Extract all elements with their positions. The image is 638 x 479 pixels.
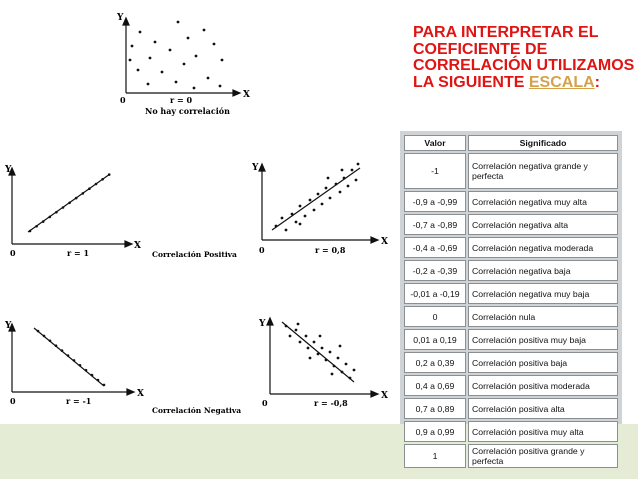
slide-title: [413, 25, 638, 91]
scatter-point: [325, 359, 328, 362]
cell-valor: 0,7 a 0,89: [404, 398, 466, 419]
scatter-point: [335, 183, 338, 186]
origin-label: 0: [120, 95, 126, 105]
scatter-point: [307, 347, 310, 350]
points-negative-strong: [285, 323, 356, 380]
scatter-point: [309, 357, 312, 360]
cell-significado: Correlación positiva muy alta: [468, 421, 618, 442]
scatter-point: [85, 369, 88, 372]
scatter-point: [42, 220, 45, 223]
cell-valor: 0,2 a 0,39: [404, 352, 466, 373]
title-line-4-suffix: :: [594, 73, 600, 91]
origin-label: 0: [10, 248, 16, 258]
scatter-point: [108, 173, 111, 176]
scatter-point: [299, 223, 302, 226]
scatter-point: [349, 377, 352, 380]
cell-valor: -0,4 a -0,69: [404, 237, 466, 258]
table-row: [404, 329, 618, 350]
scatter-point: [67, 354, 70, 357]
scatter-point: [55, 344, 58, 347]
scatter-point: [291, 213, 294, 216]
scatter-point: [353, 369, 356, 372]
scatter-point: [79, 364, 82, 367]
scatter-point: [339, 191, 342, 194]
x-axis-label: X: [381, 391, 388, 401]
y-axis-label: Y: [259, 319, 266, 329]
scatter-point: [317, 353, 320, 356]
cell-significado: Correlación positiva grande y perfecta: [468, 444, 618, 468]
cell-significado: Correlación positiva baja: [468, 352, 618, 373]
scatter-point: [154, 41, 157, 44]
cell-valor: 0,4 a 0,69: [404, 375, 466, 396]
table-header-row: [404, 135, 618, 151]
r-label: r = 1: [67, 248, 90, 258]
header-significado: Significado: [468, 135, 618, 151]
scatter-point: [304, 215, 307, 218]
scatter-point: [341, 371, 344, 374]
scatter-point: [299, 205, 302, 208]
r-label: r = -0,8: [314, 398, 348, 408]
caption-negative: Correlación Negativa: [152, 406, 242, 415]
scatter-point: [88, 187, 91, 190]
scatter-point: [43, 335, 46, 338]
y-axis-label: Y: [5, 321, 12, 331]
cell-significado: Correlación negativa moderada: [468, 237, 618, 258]
x-arrow-icon: [125, 241, 132, 247]
x-axis-label: X: [137, 389, 144, 399]
plot-negative-strong: [267, 318, 378, 397]
scatter-point: [289, 335, 292, 338]
scatter-point: [131, 45, 134, 48]
scatter-point: [193, 87, 196, 90]
scatter-point: [203, 29, 206, 32]
scatter-point: [299, 341, 302, 344]
table-row: [404, 398, 618, 419]
table-row: [404, 214, 618, 235]
table-row: [404, 375, 618, 396]
scatter-point: [313, 341, 316, 344]
scatter-point: [357, 163, 360, 166]
scatter-point: [347, 185, 350, 188]
scatter-point: [149, 57, 152, 60]
scatter-point: [177, 21, 180, 24]
table-row: [404, 306, 618, 327]
scatter-point: [103, 384, 106, 387]
scatter-point: [221, 59, 224, 62]
x-axis-label: X: [243, 90, 250, 100]
scatter-point: [49, 216, 52, 219]
scatter-point: [73, 359, 76, 362]
r-label: r = -1: [66, 396, 92, 406]
origin-label: 0: [10, 396, 16, 406]
scatter-point: [62, 206, 65, 209]
cell-valor: 0,9 a 0,99: [404, 421, 466, 442]
x-arrow-icon: [233, 90, 240, 96]
correlation-scale-table: [402, 133, 620, 470]
x-axis-label: X: [134, 241, 141, 251]
table-row: [404, 191, 618, 212]
caption-no-correlation: No hay correlación: [145, 106, 230, 116]
scatter-point: [169, 49, 172, 52]
origin-label: 0: [259, 245, 265, 255]
scatter-point: [329, 351, 332, 354]
scatter-point: [313, 209, 316, 212]
cell-significado: Correlación negativa grande y perfecta: [468, 153, 618, 189]
plot-positive-strong: [259, 164, 378, 243]
title-line-3: CORRELACIÓN UTILIZAMOS: [413, 57, 635, 74]
title-line-1: PARA INTERPRETAR EL: [413, 25, 599, 41]
origin-label: 0: [262, 398, 268, 408]
scatter-point: [61, 349, 64, 352]
scatter-point: [207, 77, 210, 80]
x-arrow-icon: [371, 237, 378, 243]
cell-valor: -0,9 a -0,99: [404, 191, 466, 212]
scatter-point: [337, 357, 340, 360]
table-row: [404, 444, 618, 468]
plot-positive-perfect: [9, 168, 132, 247]
cell-significado: Correlación positiva moderada: [468, 375, 618, 396]
scatter-point: [161, 71, 164, 74]
cell-significado: Correlación negativa muy baja: [468, 283, 618, 304]
scatter-point: [285, 229, 288, 232]
scatter-point: [95, 183, 98, 186]
scatter-point: [305, 335, 308, 338]
x-arrow-icon: [127, 389, 134, 395]
r-label: r = 0,8: [315, 245, 346, 255]
table-body: [404, 153, 618, 468]
scatter-point: [341, 169, 344, 172]
cell-significado: Correlación positiva alta: [468, 398, 618, 419]
scatter-point: [329, 197, 332, 200]
scatter-point: [295, 221, 298, 224]
table-row: [404, 352, 618, 373]
table-row: [404, 283, 618, 304]
y-arrow-icon: [267, 318, 273, 325]
title-line-2: COEFICIENTE DE: [413, 40, 548, 58]
scatter-point: [345, 363, 348, 366]
scatter-point: [281, 217, 284, 220]
cell-significado: Correlación nula: [468, 306, 618, 327]
y-axis-label: Y: [117, 13, 124, 23]
caption-positive: Correlación Positiva: [152, 250, 237, 259]
y-arrow-icon: [259, 164, 265, 171]
cell-valor: -0,2 a -0,39: [404, 260, 466, 281]
r-label: r = 0: [170, 95, 193, 105]
cell-significado: Correlación negativa baja: [468, 260, 618, 281]
scatter-point: [82, 192, 85, 195]
scatter-point: [285, 325, 288, 328]
scatter-point: [175, 81, 178, 84]
plot-no-correlation: [123, 18, 240, 96]
cell-valor: 1: [404, 444, 466, 468]
y-axis-label: Y: [5, 165, 12, 175]
scatter-point: [68, 202, 71, 205]
scatter-point: [187, 37, 190, 40]
cell-valor: 0: [404, 306, 466, 327]
scatter-point: [317, 193, 320, 196]
x-arrow-icon: [371, 391, 378, 397]
scatter-point: [327, 177, 330, 180]
scatter-point: [295, 329, 298, 332]
y-arrow-icon: [123, 18, 129, 25]
cell-significado: Correlación positiva muy baja: [468, 329, 618, 350]
scatter-point: [195, 55, 198, 58]
table-row: [404, 421, 618, 442]
scatter-point: [219, 85, 222, 88]
scatter-point: [343, 177, 346, 180]
scatter-point: [129, 59, 132, 62]
scatter-point: [321, 347, 324, 350]
scatter-point: [55, 211, 58, 214]
scatter-point: [321, 203, 324, 206]
cell-valor: -1: [404, 153, 466, 189]
scatter-point: [35, 225, 38, 228]
table-row: [404, 237, 618, 258]
cell-significado: Correlación negativa muy alta: [468, 191, 618, 212]
x-axis-label: X: [381, 237, 388, 247]
scatter-point: [97, 379, 100, 382]
scatter-point: [213, 43, 216, 46]
scatter-point: [75, 197, 78, 200]
cell-valor: 0,01 a 0,19: [404, 329, 466, 350]
scatter-point: [331, 373, 334, 376]
scatter-point: [333, 365, 336, 368]
scatter-point: [147, 83, 150, 86]
scatter-point: [49, 340, 52, 343]
scatter-point: [325, 187, 328, 190]
escala-link[interactable]: ESCALA: [528, 73, 595, 91]
title-line-4-prefix: LA SIGUIENTE: [413, 73, 529, 91]
plot-negative-perfect: [9, 324, 134, 395]
scatter-point: [101, 178, 104, 181]
scatter-point: [183, 63, 186, 66]
scatter-point: [297, 323, 300, 326]
scatter-point: [137, 69, 140, 72]
cell-valor: -0,7 a -0,89: [404, 214, 466, 235]
cell-valor: -0,01 a -0,19: [404, 283, 466, 304]
header-valor: Valor: [404, 135, 466, 151]
scatter-point: [355, 179, 358, 182]
points-positive-strong: [275, 163, 360, 232]
scatter-point: [319, 335, 322, 338]
scatter-point: [91, 374, 94, 377]
points-no-correlation: [129, 21, 224, 90]
table-row: [404, 260, 618, 281]
scatter-point: [339, 345, 342, 348]
scatter-point: [139, 31, 142, 34]
scatter-point: [37, 330, 40, 333]
table-row: [404, 153, 618, 189]
scatter-point: [275, 225, 278, 228]
scatter-point: [29, 230, 32, 233]
scatter-point: [309, 199, 312, 202]
cell-significado: Correlación negativa alta: [468, 214, 618, 235]
scatter-point: [351, 169, 354, 172]
y-axis-label: Y: [252, 163, 259, 173]
regression-line: [272, 168, 360, 230]
regression-line: [282, 322, 354, 382]
